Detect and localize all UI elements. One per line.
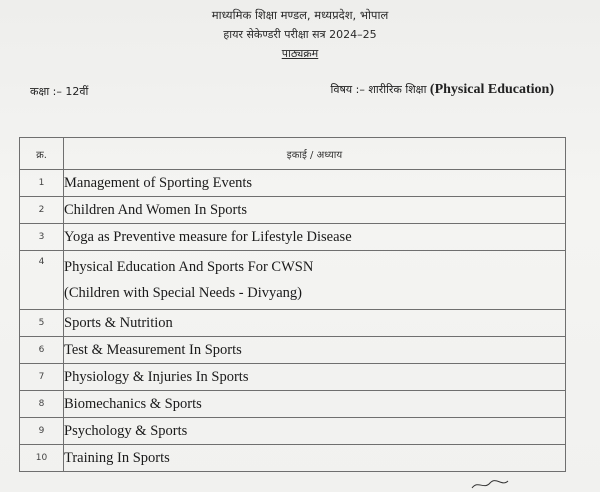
row-title-cell <box>64 251 566 310</box>
table-row <box>20 310 566 337</box>
class-label: कक्षा :– 12वीं <box>30 85 89 98</box>
row-serial: 7 <box>20 364 64 391</box>
row-serial: 5 <box>20 310 64 337</box>
column-header-unit: इकाई / अध्याय <box>64 138 566 170</box>
column-header-serial: क्र. <box>20 138 64 170</box>
row-serial: 4 <box>20 251 64 310</box>
board-name: माध्यमिक शिक्षा मण्डल, मध्यप्रदेश, भोपाल <box>211 8 389 22</box>
table-row <box>20 391 566 418</box>
subject-english: (Physical Education) <box>429 82 554 97</box>
row-title: Management of Sporting Events <box>64 170 566 197</box>
table-row <box>20 418 566 445</box>
row-serial: 2 <box>20 197 64 224</box>
row-title: Training In Sports <box>64 445 566 472</box>
exam-session: हायर सेकेण्डरी परीक्षा सत्र 2024–25 <box>223 28 377 41</box>
row-title: Yoga as Preventive measure for Lifestyle Disease <box>64 224 566 251</box>
table-header-row <box>20 138 566 170</box>
syllabus-heading: पाठ्यक्रम <box>281 47 319 60</box>
table-row <box>20 170 566 197</box>
syllabus-table <box>19 137 566 472</box>
row-serial: 8 <box>20 391 64 418</box>
table-row <box>20 197 566 224</box>
row-title: Test & Measurement In Sports <box>64 337 566 364</box>
subject-label <box>330 82 554 98</box>
row-title: Sports & Nutrition <box>64 310 566 337</box>
row-title: Children And Women In Sports <box>64 197 566 224</box>
table-row <box>20 364 566 391</box>
row-serial: 1 <box>20 170 64 197</box>
table-row <box>20 337 566 364</box>
table-row <box>20 445 566 472</box>
table-row <box>20 251 566 310</box>
row-title: Physical Education And Sports For CWSN <box>64 259 314 275</box>
row-serial: 10 <box>20 445 64 472</box>
row-serial: 6 <box>20 337 64 364</box>
row-subtitle: (Children with Special Needs - Divyang) <box>64 285 302 301</box>
subject-hindi: विषय :– शारीरिक शिक्षा <box>330 83 430 96</box>
signature-mark <box>470 478 510 492</box>
row-title: Biomechanics & Sports <box>64 391 566 418</box>
row-title: Physiology & Injuries In Sports <box>64 364 566 391</box>
row-serial: 3 <box>20 224 64 251</box>
row-title: Psychology & Sports <box>64 418 566 445</box>
table-row <box>20 224 566 251</box>
row-serial: 9 <box>20 418 64 445</box>
